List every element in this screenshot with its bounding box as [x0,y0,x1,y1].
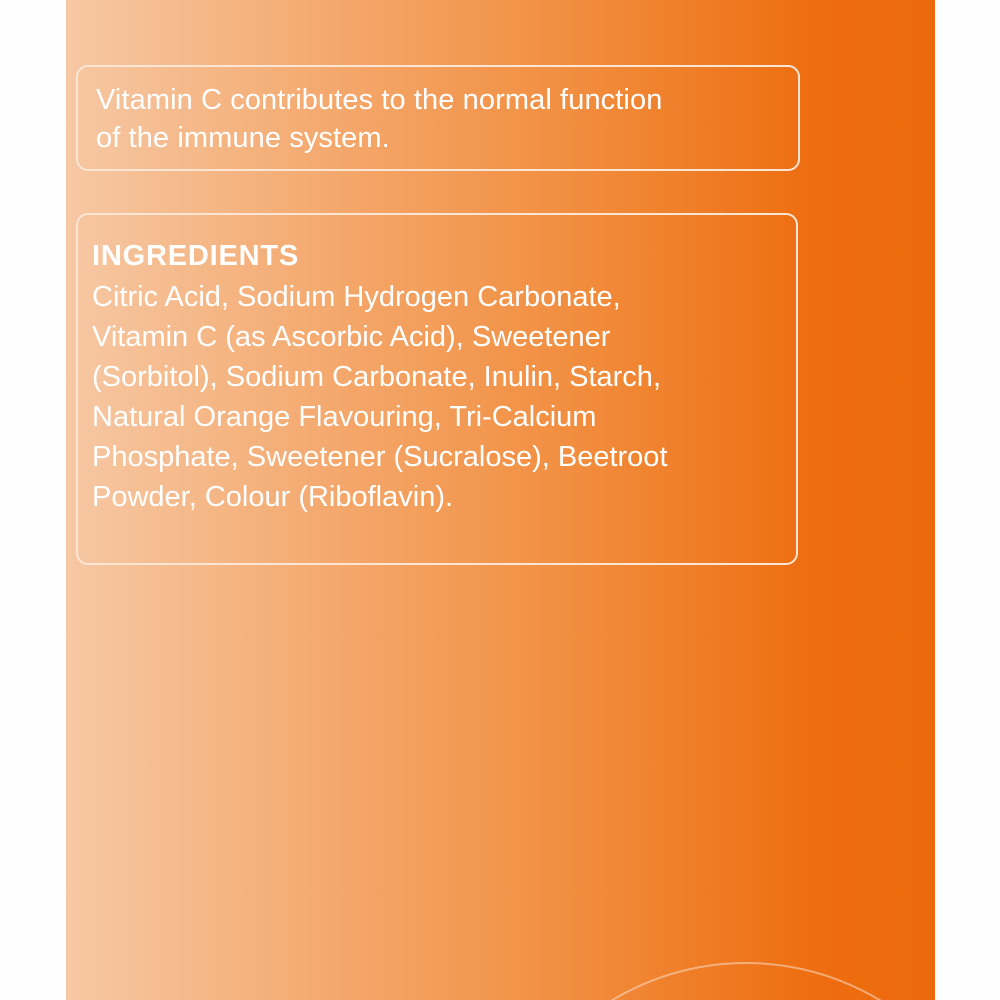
ingredients-box [76,213,798,565]
ingredients-list-text: Citric Acid, Sodium Hydrogen Carbonate, Vitamin C (as Ascorbic Acid), Sweetener (Sorbitol), Sodium Carbonate, Inulin, Starch, Natural Orange Flavouring, Tri-Calcium Phosphate, Sweetener (Sucralose), Beetroot Powder, Colour (Riboflavin). [92,281,668,513]
ingredients-heading: INGREDIENTS [92,240,299,272]
decorative-arc [486,962,935,1000]
orange-label-panel [66,0,935,1000]
health-claim-text: Vitamin C contributes to the normal function of the immune system. [96,84,663,154]
health-claim-box [76,65,800,171]
